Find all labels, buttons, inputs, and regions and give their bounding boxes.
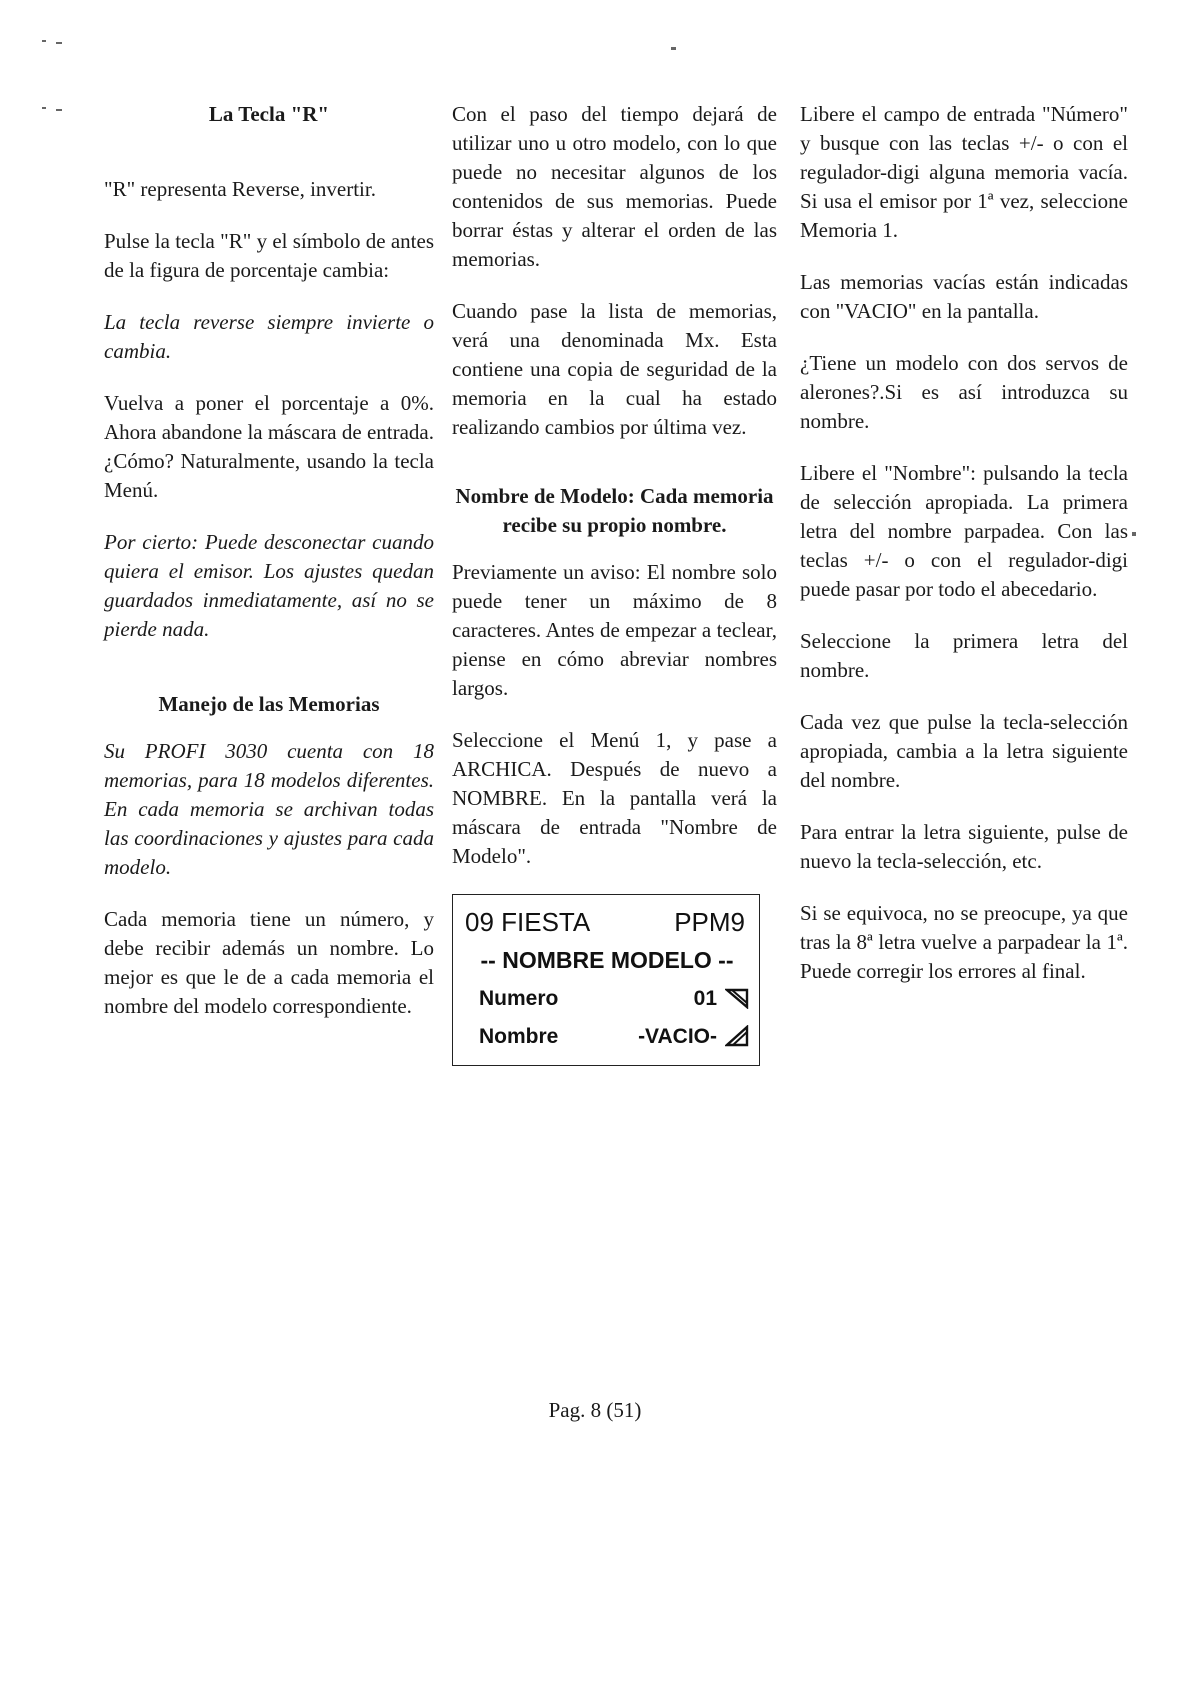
paragraph: Seleccione el Menú 1, y pase a ARCHICA. Después de nuevo a NOMBRE. En la pantalla verá la máscara de entrada "Nombre de Modelo".: [452, 728, 777, 868]
column-1: [104, 100, 434, 1044]
paragraph: "R" representa Reverse, invertir.: [104, 177, 376, 201]
paragraph: ¿Tiene un modelo con dos servos de alerones?.Si es así introduzca su nombre.: [800, 351, 1128, 433]
lcd-display: [452, 894, 760, 1066]
column-2: [452, 100, 777, 1066]
page-number: Pag. 8 (51): [548, 1398, 642, 1422]
lcd-nombre-value: -VACIO-: [638, 1024, 717, 1048]
heading-nombre-modelo: Nombre de Modelo: Cada memoria recibe su propio nombre.: [455, 484, 774, 537]
heading-manejo-memorias: Manejo de las Memorias: [158, 692, 380, 716]
paragraph: Cada vez que pulse la tecla-selección apropiada, cambia a la letra siguiente del nombre.: [800, 710, 1128, 792]
paragraph: Cuando pase la lista de memorias, verá una denominada Mx. Esta contiene una copia de seguridad de la memoria en la cual ha estado realizando cambios por última vez.: [452, 299, 777, 439]
paragraph: Pulse la tecla "R" y el símbolo de antes de la figura de porcentaje cambia:: [104, 229, 434, 282]
scan-speck: [56, 42, 62, 44]
italic-note: Por cierto: Puede desconectar cuando quiera el emisor. Los ajustes quedan guardados inmediatamente, así no se pierde nada.: [104, 530, 434, 641]
paragraph: Previamente un aviso: El nombre solo puede tener un máximo de 8 caracteres. Antes de empezar a teclear, piense en cómo abreviar nombres largos.: [452, 560, 777, 700]
lcd-row-model: [465, 903, 749, 941]
lcd-numero-label: Numero: [479, 986, 559, 1010]
paragraph: Cada memoria tiene un número, y debe recibir además un nombre. Lo mejor es que le de a cada memoria el nombre del modelo correspondiente.: [104, 907, 434, 1018]
lcd-title: -- NOMBRE MODELO --: [480, 946, 734, 973]
paragraph: Con el paso del tiempo dejará de utilizar uno u otro modelo, con lo que puede no necesitar algunos de los contenidos de sus memorias. Puede borrar éstas y alterar el orden de las memorias.: [452, 102, 777, 271]
scan-speck: [56, 109, 62, 111]
heading-tecla-r: La Tecla "R": [208, 102, 330, 126]
paragraph: Vuelva a poner el porcentaje a 0%. Ahora abandone la máscara de entrada. ¿Cómo? Naturalmente, usando la tecla Menú.: [104, 391, 434, 502]
lcd-model-name: 09 FIESTA: [465, 906, 591, 937]
column-3: [800, 100, 1128, 1009]
italic-note: Su PROFI 3030 cuenta con 18 memorias, para 18 modelos diferentes. En cada memoria se archivan todas las coordinaciones y ajustes para cada modelo.: [104, 739, 434, 879]
scan-speck: [42, 107, 46, 109]
lcd-row-title: [465, 941, 749, 979]
paragraph: Libere el campo de entrada "Número" y busque con las teclas +/- o con el regulador-digi alguna memoria vacía. Si usa el emisor por 1ª vez, seleccione Memoria 1.: [800, 102, 1128, 242]
triangle-down-icon: [725, 987, 749, 1009]
lcd-row-nombre: [465, 1017, 749, 1055]
lcd-modulation: PPM9: [674, 906, 745, 937]
scan-speck: [671, 47, 676, 50]
lcd-nombre-label: Nombre: [479, 1024, 559, 1048]
triangle-up-icon: [725, 1025, 749, 1047]
lcd-nombre-field: [638, 1022, 749, 1051]
lcd-row-numero: [465, 979, 749, 1017]
lcd-numero-field: [694, 984, 749, 1013]
lcd-numero-value: 01: [693, 986, 717, 1010]
scan-speck: [1132, 532, 1136, 536]
paragraph: Para entrar la letra siguiente, pulse de nuevo la tecla-selección, etc.: [800, 820, 1128, 873]
paragraph: Seleccione la primera letra del nombre.: [800, 629, 1128, 682]
italic-note: La tecla reverse siempre invierte o cambia.: [104, 310, 434, 363]
paragraph: Si se equivoca, no se preocupe, ya que tras la 8ª letra vuelve a parpadear la 1ª. Puede corregir los errores al final.: [800, 901, 1128, 983]
paragraph: Las memorias vacías están indicadas con "VACIO" en la pantalla.: [800, 270, 1128, 323]
scan-speck: [42, 40, 46, 42]
paragraph: Libere el "Nombre": pulsando la tecla de selección apropiada. La primera letra del nombre parpadea. Con las teclas +/- o con el regulador-digi puede pasar por todo el abecedario.: [800, 461, 1128, 601]
